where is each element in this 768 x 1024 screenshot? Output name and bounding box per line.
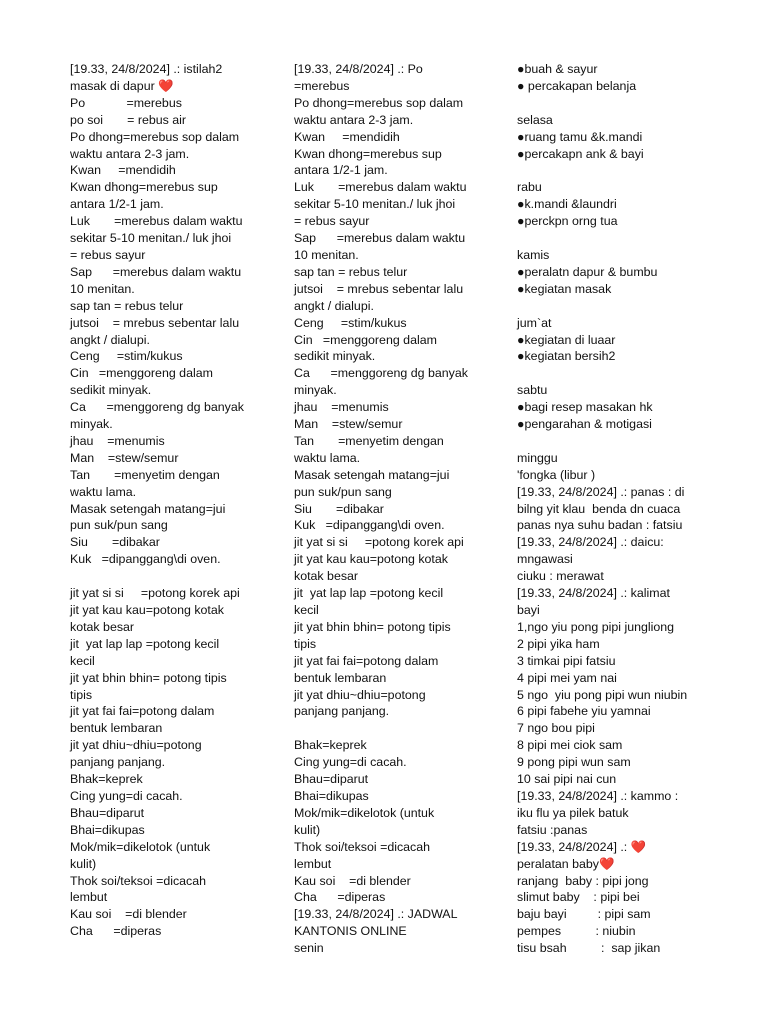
text-column-right: ●buah & sayur ● percakapan belanja selasa ●ruang tamu &k.mandi ●percakapn ank & bayi rabu ●k.mandi &laundri ●perckpn orng tua kamis ●peralatn dapur & bumbu ●kegiatan masak jum`at ●kegiatan di luaar ●kegiatan bersih2 sabtu ●bagi resep masakan hk ●pengarahan & motigasi minggu 'fongka (libur ) [19.33, 24/8/2024] .: panas : di bilng yit klau benda dn cuaca panas nya suhu badan : fatsiu [19.33, 24/8/2024] .: daicu: mngawasi ciuku : merawat [19.33, 24/8/2024] .: kalimat bayi 1,ngo yiu pong pipi jungliong 2 pipi yika ham 3 timkai pipi fatsiu 4 pipi mei yam nai 5 ngo yiu pong pipi wun niubin 6 pipi fabehe yiu yamnai 7 ngo bou pipi 8 pipi mei ciok sam 9 pong pipi wun sam 10 sai pipi nai cun [19.33, 24/8/2024] .: kammo : iku flu ya pilek batuk fatsiu :panas [19.33, 24/8/2024] .: ❤️ peralatan baby❤️ ranjang baby : pipi jong slimut baby : pipi bei baju bayi : pipi sam pempes : niubin tisu bsah : sap jikan (517, 62, 688, 956)
text-column-middle: [19.33, 24/8/2024] .: Po =merebus Po dhong=merebus sop dalam waktu antara 2-3 jam. Kwan =mendidih Kwan dhong=merebus sup antara 1/2-1 jam. Luk =merebus dalam waktu sekitar 5-10 menitan./ luk jhoi = rebus sayur Sap =merebus dalam waktu 10 menitan. sap tan = rebus telur jutsoi = mrebus sebentar lalu angkt / dialupi. Ceng =stim/kukus Cin =menggoreng dalam sedikit minyak. Ca =menggoreng dg banyak minyak. jhau =menumis Man =stew/semur Tan =menyetim dengan waktu lama. Masak setengah matang=jui pun suk/pun sang Siu =dibakar Kuk =dipanggang\di oven. jit yat si si =potong korek api jit yat kau kau=potong kotak kotak besar jit yat lap lap =potong kecil kecil jit yat bhin bhin= potong tipis tipis jit yat fai fai=potong dalam bentuk lembaran jit yat dhiu~dhiu=potong panjang panjang. Bhak=keprek Cing yung=di cacah. Bhau=diparut Bhai=dikupas Mok/mik=dikelotok (untuk kulit) Thok soi/teksoi =dicacah lembut Kau soi =di blender Cha =diperas [19.33, 24/8/2024] .: JADWAL KANTONIS ONLINE senin (294, 62, 468, 956)
text-column-left: [19.33, 24/8/2024] .: istilah2 masak di dapur ❤️ Po =merebus po soi = rebus air Po dhong=merebus sop dalam waktu antara 2-3 jam. Kwan =mendidih Kwan dhong=merebus sup antara 1/2-1 jam. Luk =merebus dalam waktu sekitar 5-10 menitan./ luk jhoi = rebus sayur Sap =merebus dalam waktu 10 menitan. sap tan = rebus telur jutsoi = mrebus sebentar lalu angkt / dialupi. Ceng =stim/kukus Cin =menggoreng dalam sedikit minyak. Ca =menggoreng dg banyak minyak. jhau =menumis Man =stew/semur Tan =menyetim dengan waktu lama. Masak setengah matang=jui pun suk/pun sang Siu =dibakar Kuk =dipanggang\di oven. jit yat si si =potong korek api jit yat kau kau=potong kotak kotak besar jit yat lap lap =potong kecil kecil jit yat bhin bhin= potong tipis tipis jit yat fai fai=potong dalam bentuk lembaran jit yat dhiu~dhiu=potong panjang panjang. Bhak=keprek Cing yung=di cacah. Bhau=diparut Bhai=dikupas Mok/mik=dikelotok (untuk kulit) Thok soi/teksoi =dicacah lembut Kau soi =di blender Cha =diperas (70, 62, 244, 939)
